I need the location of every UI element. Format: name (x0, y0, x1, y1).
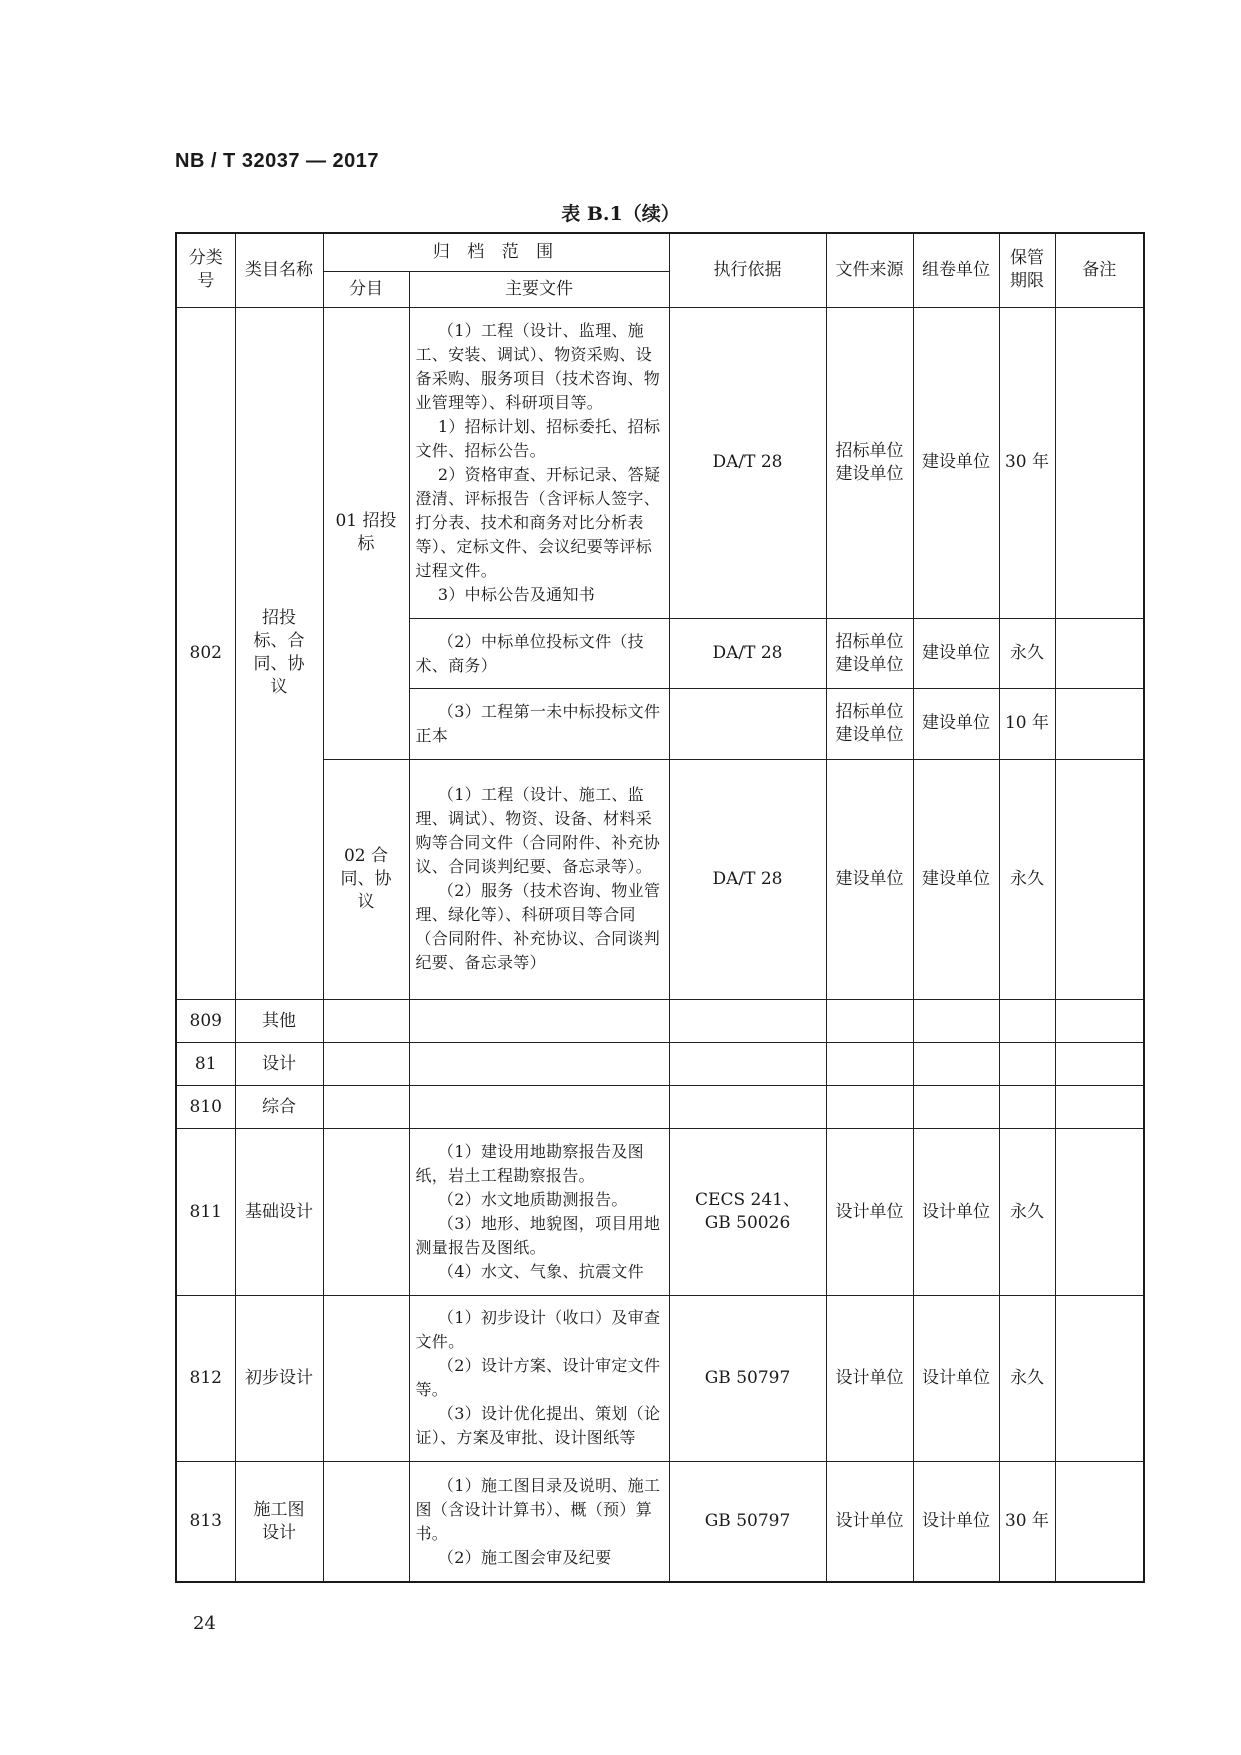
source-cell: 招标单位建设单位 (826, 307, 913, 619)
note-cell (1055, 759, 1144, 1000)
period-cell: 永久 (999, 619, 1055, 689)
docs-cell: （1）工程（设计、监理、施工、安装、调试）、物资采购、设备采购、服务项目（技术咨询、物业管理等）、科研项目等。 1）招标计划、招标委托、招标文件、招标公告。 2）资格审查、开标记录、答疑澄清、评标报告（含评标人签字、打分表、技术和商务对比分析表等）、定标文件、会议纪要等评标过程文件。 3）中标公告及通知书 (409, 307, 669, 619)
code-cell: 812 (176, 1295, 235, 1461)
code-cell: 81 (176, 1043, 235, 1086)
sub-cell: 01 招投标 (323, 307, 409, 759)
note-cell (1055, 1295, 1144, 1461)
unit-cell: 设计单位 (913, 1462, 999, 1582)
basis-cell (669, 689, 826, 759)
table-row (176, 1086, 1144, 1129)
source-cell: 设计单位 (826, 1129, 913, 1295)
code-cell: 810 (176, 1086, 235, 1129)
unit-cell: 设计单位 (913, 1295, 999, 1461)
header-unit: 组卷单位 (913, 233, 999, 307)
unit-cell: 建设单位 (913, 759, 999, 1000)
table-row (176, 1129, 1144, 1295)
period-cell: 30 年 (999, 1462, 1055, 1582)
note-cell (1055, 307, 1144, 619)
header-name: 类目名称 (235, 233, 323, 307)
header-sub: 分目 (323, 271, 409, 307)
header-basis: 执行依据 (669, 233, 826, 307)
docs-cell: （3）工程第一未中标投标文件正本 (409, 689, 669, 759)
basis-cell: DA/T 28 (669, 619, 826, 689)
docs-cell: （2）中标单位投标文件（技术、商务） (409, 619, 669, 689)
basis-cell: DA/T 28 (669, 759, 826, 1000)
basis-cell: DA/T 28 (669, 307, 826, 619)
name-cell: 综合 (235, 1086, 323, 1129)
header-code: 分类号 (176, 233, 235, 307)
period-cell: 30 年 (999, 307, 1055, 619)
basis-cell: GB 50797 (669, 1295, 826, 1461)
unit-cell: 设计单位 (913, 1129, 999, 1295)
table-row (176, 1043, 1144, 1086)
name-cell: 施工图设计 (235, 1462, 323, 1582)
basis-cell: CECS 241、GB 50026 (669, 1129, 826, 1295)
table-row (176, 307, 1144, 619)
source-cell: 招标单位建设单位 (826, 689, 913, 759)
name-cell: 基础设计 (235, 1129, 323, 1295)
source-cell: 设计单位 (826, 1462, 913, 1582)
header-scope: 归 档 范 围 (323, 233, 669, 271)
name-cell: 设计 (235, 1043, 323, 1086)
period-cell: 永久 (999, 1129, 1055, 1295)
note-cell (1055, 619, 1144, 689)
header-period: 保管期限 (999, 233, 1055, 307)
unit-cell: 建设单位 (913, 689, 999, 759)
header-note: 备注 (1055, 233, 1144, 307)
period-cell: 永久 (999, 1295, 1055, 1461)
code-cell: 813 (176, 1462, 235, 1582)
docs-cell: （1）初步设计（收口）及审查文件。 （2）设计方案、设计审定文件等。 （3）设计优化提出、策划（论证）、方案及审批、设计图纸等 (409, 1295, 669, 1461)
sub-cell: 02 合同、协议 (323, 759, 409, 1000)
table-row (176, 1462, 1144, 1582)
source-cell: 建设单位 (826, 759, 913, 1000)
code-cell: 811 (176, 1129, 235, 1295)
archive-classification-table (175, 232, 1145, 1583)
basis-cell: GB 50797 (669, 1462, 826, 1582)
page-number: 24 (193, 1613, 216, 1634)
period-cell: 永久 (999, 759, 1055, 1000)
name-cell: 初步设计 (235, 1295, 323, 1461)
docs-cell: （1）施工图目录及说明、施工图（含设计计算书）、概（预）算书。 （2）施工图会审及纪要 (409, 1462, 669, 1582)
table-title: 表 B.1（续） (561, 203, 680, 225)
unit-cell: 建设单位 (913, 307, 999, 619)
source-cell: 招标单位建设单位 (826, 619, 913, 689)
name-cell: 其他 (235, 1000, 323, 1043)
name-cell: 招投标、合同、协议 (235, 307, 323, 1000)
docs-cell: （1）工程（设计、施工、监理、调试）、物资、设备、材料采购等合同文件（合同附件、补充协议、合同谈判纪要、备忘录等）。 （2）服务（技术咨询、物业管理、绿化等）、科研项目等合同（合同附件、补充协议、合同谈判纪要、备忘录等） (409, 759, 669, 1000)
note-cell (1055, 689, 1144, 759)
header-source: 文件来源 (826, 233, 913, 307)
note-cell (1055, 1462, 1144, 1582)
standard-code: NB / T 32037 — 2017 (175, 150, 380, 172)
code-cell: 802 (176, 307, 235, 1000)
period-cell: 10 年 (999, 689, 1055, 759)
note-cell (1055, 1129, 1144, 1295)
code-cell: 809 (176, 1000, 235, 1043)
source-cell: 设计单位 (826, 1295, 913, 1461)
table-row (176, 1295, 1144, 1461)
table-row (176, 1000, 1144, 1043)
docs-cell: （1）建设用地勘察报告及图纸，岩土工程勘察报告。 （2）水文地质勘测报告。 （3）地形、地貌图，项目用地测量报告及图纸。 （4）水文、气象、抗震文件 (409, 1129, 669, 1295)
header-docs: 主要文件 (409, 271, 669, 307)
unit-cell: 建设单位 (913, 619, 999, 689)
